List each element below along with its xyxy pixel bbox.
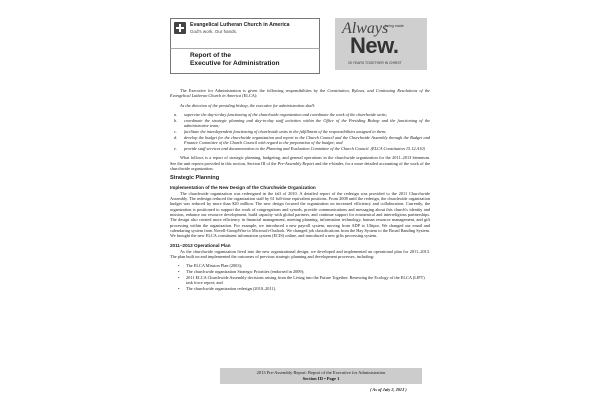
report-title <box>190 52 315 67</box>
duties-list <box>170 112 430 151</box>
intro-text: The Executive for Administration is given the following responsibilities by the <box>180 88 328 93</box>
overview-text: What follows is a report of strategic planning, budgeting, and general operations in the churchwide organization for the 2011–2013 biennium. See the unit reports provided in this section, Section III of the <box>170 155 430 166</box>
subsection-heading: 2011–2013 Operational Plan <box>170 242 231 248</box>
list-marker: d. <box>174 134 178 140</box>
list-text: develop the budget for the churchwide organization and report to the Church Council and the Churchwide Assembly through the Budget and Finance Committee of the Church Council with regard to the preparation of the budget; and <box>184 134 430 146</box>
list-marker: a. <box>174 111 178 117</box>
list-item: • The churchwide organization Strategic Priorities (endorsed in 2009); <box>170 269 430 274</box>
report-title-line2: Executive for Administration <box>190 59 280 67</box>
document-body <box>170 88 430 293</box>
list-text: facilitate the interdependent functioning of churchwide units in the fulfillment of the responsibilities assigned to them; <box>184 128 387 134</box>
redesign-paragraph: The churchwide organization was redesigned in the fall of 2010. A detailed report of the redesign was provided to the 2011 Churchwide Assembly. The redesign reduced the organization staff by 61 full-time equivalent positions. From 2008 until the redesign, the churchwide organization budget was reduced by more than $20 million. The new design focused the organization on increased efficiency and collaboration. Currently, the organization is positioned to support the work of congregations and synods, provide communications and messaging about this church's identity and mission, enhance our resource development, build capacity with global partners, and continue support for ecumenical and interreligious partnerships. The design also created more efficiency in financial management, meeting planning, information technology, human resource management, and gift processing within the organization. For example, we introduced a new payroll system, moving from ADP to Ultipro. We changed our email and calendaring system from Novell-GroupWise to Microsoft-Outlook. We changed job classifications from the Hay System to the Broad Banding System. We brought the new ELCA constituent information system (ECIS) online, and introduced a new gifts processing system. <box>170 190 430 239</box>
pre-assembly-title: Pre-Assembly Report <box>277 160 315 166</box>
operational-plan-paragraph: As the churchwide organization lived into the new organizational design, we developed and implemented an operational plan for 2011–2013. The plan built on and implemented the outcomes of previous strategic planning and development processes, including: <box>170 248 430 260</box>
list-text: coordinate the strategic planning and day-to-day staff activities within the Office of the Presiding Bishop and the functioning of the administrative team; <box>184 117 430 129</box>
overview-paragraph <box>170 155 430 171</box>
intro-suffix: (ELCA): <box>241 93 258 99</box>
footer-report-name: 2013 Pre-Assembly Report: Report of the Executive for Administration <box>256 369 386 375</box>
list-item <box>170 118 430 129</box>
overview-suffix: and the e-binder, for a more detailed accounting of the work of the churchwide organization. <box>170 160 431 171</box>
plan-bullets <box>170 263 430 291</box>
constitution-title: Constitution, Bylaws, and Continuing Resolutions of the Evangelical Lutheran Church in America <box>170 88 430 99</box>
elca-cross-icon <box>174 22 186 34</box>
badge-years: 25 YEARS TOGETHER IN CHRIST <box>348 61 402 65</box>
list-item: • 2011 ELCA Churchwide Assembly decisions arising from the Living into the Future Together: Renewing the Ecology of the ELCA (LIFT) task force report; and <box>170 275 430 286</box>
list-item: • The churchwide organization redesign (2010–2011). <box>170 286 430 291</box>
org-name: Evangelical Lutheran Church in America <box>190 22 290 28</box>
subsection-heading: Implementation of the New Design of the Churchwide Organization <box>170 184 316 190</box>
badge-being-made: being made <box>385 24 404 28</box>
list-marker: b. <box>174 117 178 123</box>
badge-new: New. <box>350 33 399 58</box>
section-heading: Strategic Planning <box>170 175 220 182</box>
list-item: • The ELCA Mission Plan (2003); <box>170 263 430 268</box>
list-text: supervise the day-to-day functioning of the churchwide organization and coordinate the work of the churchwide units; <box>184 111 388 117</box>
report-title-line1: Report of the <box>190 52 232 59</box>
list-item <box>170 135 430 146</box>
list-marker: e. <box>174 146 177 152</box>
footer-page-number: Section III • Page 1 <box>302 375 340 381</box>
list-item <box>170 129 430 134</box>
page-footer <box>220 368 422 384</box>
list-marker: c. <box>174 128 177 134</box>
org-tagline: God's work. Our hands. <box>190 29 238 34</box>
list-text: provide staff services and documentation to the Planning and Evaluation Committee of the Church Council. (ELCA Constitution 15.12.A10) <box>184 146 425 152</box>
as-of-date: ( As of July 2, 2013 ) <box>370 387 407 392</box>
intro-paragraph <box>170 88 430 99</box>
list-item <box>170 146 430 151</box>
list-item <box>170 112 430 117</box>
duties-lead: As the direction of the presiding bishop, the executive for administration shall: <box>180 102 316 108</box>
badge-always: Always <box>342 20 389 37</box>
